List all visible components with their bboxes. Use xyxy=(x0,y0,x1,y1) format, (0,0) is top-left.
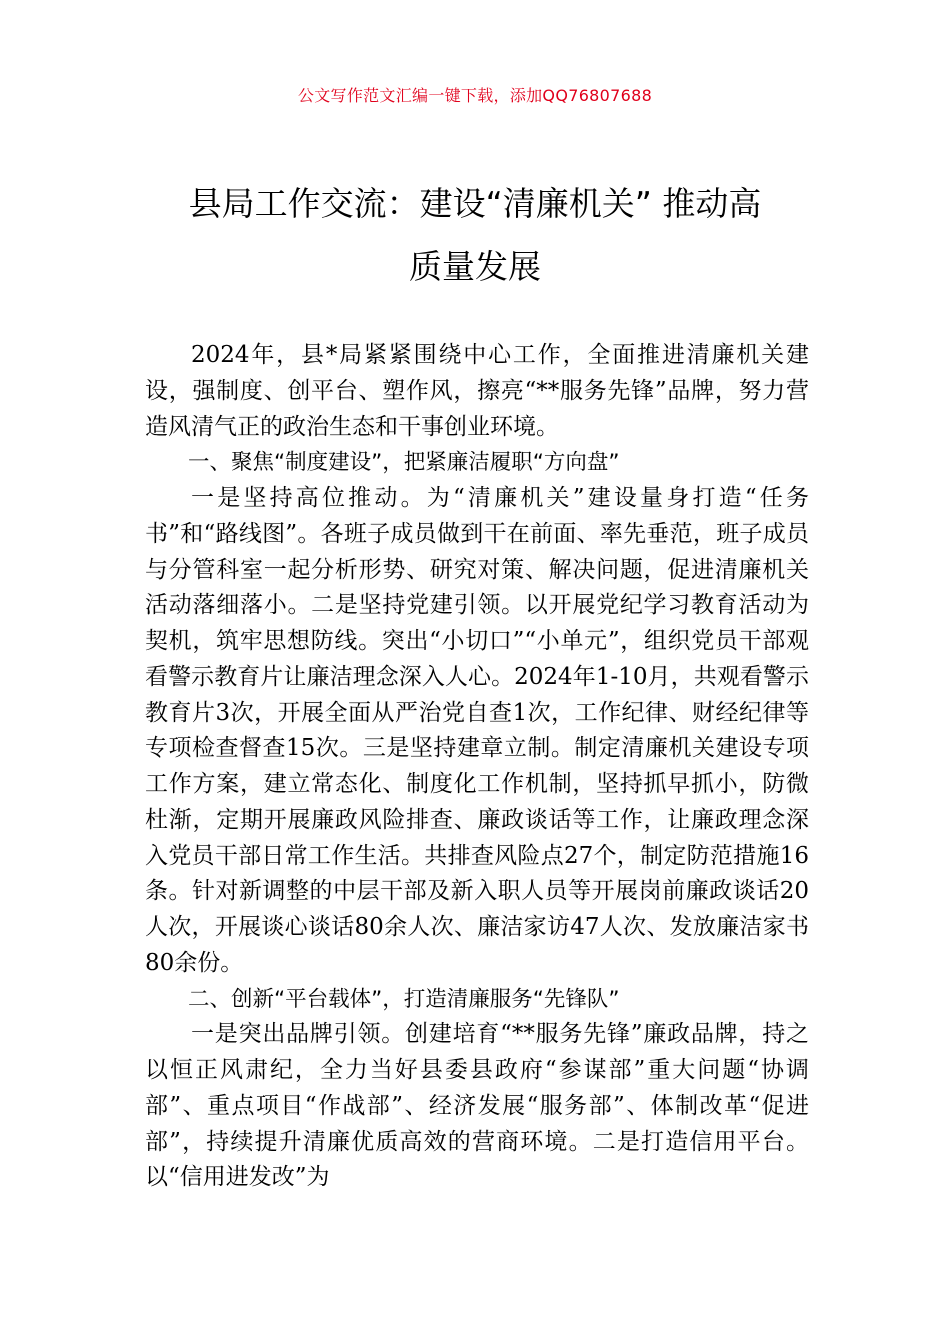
section-2-paragraph: 一是突出品牌引领。创建培育“**服务先锋”廉政品牌，持之以恒正风肃纪，全力当好县委县政府“参谋部”重大问题“协调部”、重点项目“作战部”、经济发展“服务部”、体制改革“促进部”，持续提升清廉优质高效的营商环境。二是打造信用平台。以“信用进发改”为 xyxy=(145,1021,809,1191)
document-title xyxy=(120,172,830,298)
intro-paragraph: 2024年，县*局紧紧围绕中心工作，全面推进清廉机关建设，强制度、创平台、塑作风，擦亮“**服务先锋”品牌，努力营造风清气正的政治生态和干事创业环境。 xyxy=(145,342,809,440)
title-line-1: 县局工作交流：建设“清廉机关” 推动高 xyxy=(188,184,762,223)
section-heading-2: 二、创新“平台载体”，打造清廉服务“先锋队” xyxy=(188,986,620,1012)
section-heading-1: 一、聚焦“制度建设”，把紧廉洁履职“方向盘” xyxy=(188,450,620,476)
document-body xyxy=(145,338,809,1196)
section-1-paragraph: 一是坚持高位推动。为“清廉机关”建设量身打造“任务书”和“路线图”。各班子成员做到干在前面、率先垂范，班子成员与分管科室一起分析形势、研究对策、解决问题，促进清廉机关活动落细落小。二是坚持党建引领。以开展党纪学习教育活动为契机，筑牢思想防线。突出“小切口”“小单元”，组织党员干部观看警示教育片让廉洁理念深入人心。2024年1-10月，共观看警示教育片3次，开展全面从严治党自查1次，工作纪律、财经纪律等专项检查督查15次。三是坚持建章立制。制定清廉机关建设专项工作方案，建立常态化、制度化工作机制，坚持抓早抓小，防微杜渐，定期开展廉政风险排查、廉政谈话等工作，让廉政理念深入党员干部日常工作生活。共排查风险点27个，制定防范措施16条。针对新调整的中层干部及新入职人员等开展岗前廉政谈话20人次，开展谈心谈话80余人次、廉洁家访47人次、发放廉洁家书80余份。 xyxy=(145,485,809,976)
header-download-note: 公文写作范文汇编一键下载，添加QQ76807688 xyxy=(297,86,653,105)
title-line-2: 质量发展 xyxy=(409,247,541,286)
